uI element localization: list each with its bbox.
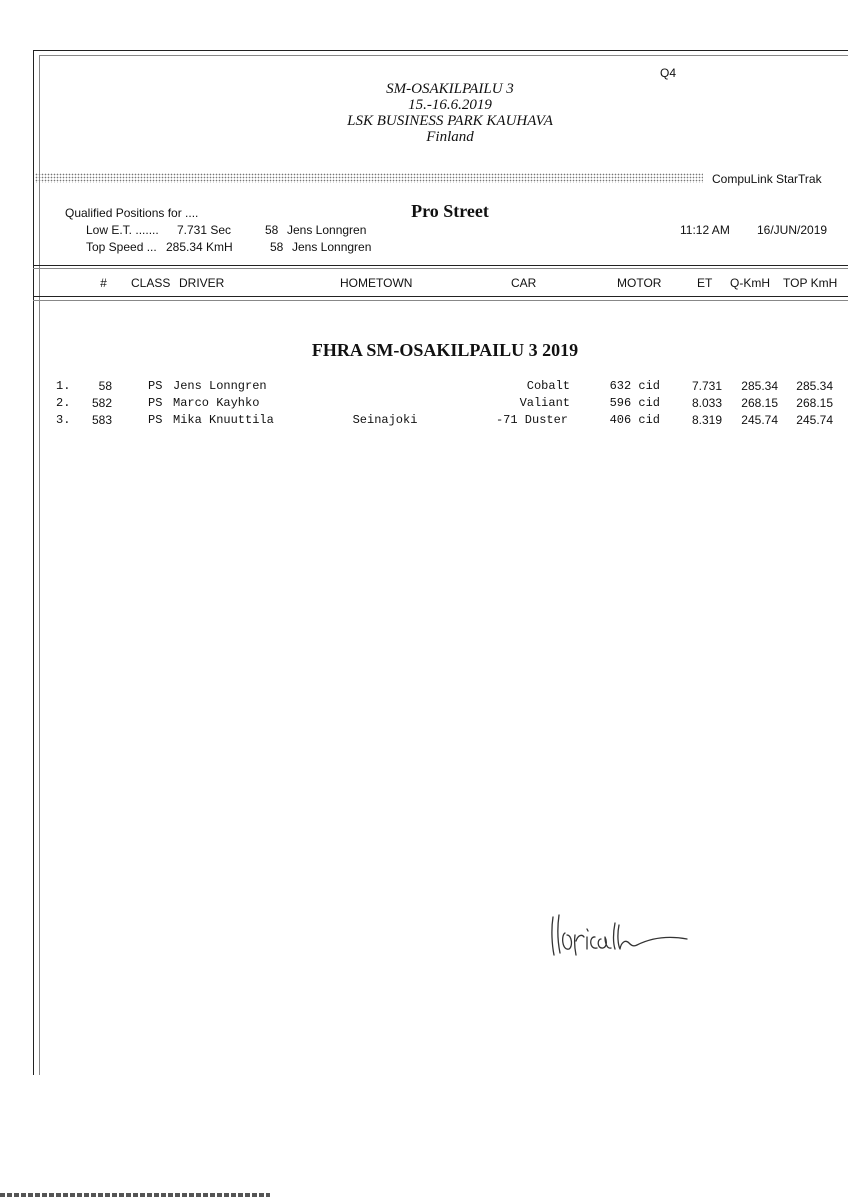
frame-border-top — [33, 50, 848, 51]
software-name: CompuLink StarTrak — [712, 172, 822, 186]
event-country: Finland — [426, 129, 474, 145]
event-dates: 15.-16.6.2019 — [408, 97, 492, 113]
report-date: 16/JUN/2019 — [757, 223, 828, 237]
header-rule-bottom — [33, 296, 848, 297]
section-title: FHRA SM-OSAKILPAILU 3 2019 — [311, 340, 579, 360]
row-topkmh: 245.74 — [796, 413, 833, 427]
row-car: Valiant — [519, 396, 570, 410]
frame-border-left — [33, 50, 34, 1075]
row-class: PS — [148, 379, 163, 393]
top-speed-label: Top Speed ... — [86, 240, 157, 254]
row-topkmh: 268.15 — [796, 396, 833, 410]
row-motor: 406 cid — [609, 413, 660, 427]
page-code: Q4 — [660, 66, 677, 80]
row-class: PS — [148, 413, 163, 427]
col-topkmh: TOP KmH — [783, 276, 838, 290]
report-time: 11:12 AM — [680, 223, 730, 237]
row-position: 1. — [56, 379, 71, 393]
row-et: 7.731 — [691, 379, 722, 393]
dotted-separator — [35, 173, 703, 183]
top-speed-car: 58 — [270, 240, 284, 254]
event-title: SM-OSAKILPAILU 3 — [386, 81, 514, 97]
qualified-heading: Qualified Positions for .... — [65, 206, 199, 220]
low-et-driver: Jens Lonngren — [287, 223, 367, 237]
low-et-value: 7.731 Sec — [177, 223, 232, 237]
col-hometown: HOMETOWN — [340, 276, 413, 290]
row-class: PS — [148, 396, 163, 410]
event-venue: LSK BUSINESS PARK KAUHAVA — [347, 113, 553, 129]
row-car: Cobalt — [526, 379, 570, 393]
col-class: CLASS — [131, 276, 171, 290]
row-number: 582 — [91, 396, 112, 410]
row-car: -71 Duster — [495, 413, 568, 427]
row-motor: 596 cid — [609, 396, 660, 410]
low-et-label: Low E.T. ....... — [86, 223, 159, 237]
row-topkmh: 285.34 — [796, 379, 833, 393]
row-qkmh: 245.74 — [741, 413, 778, 427]
col-num: # — [100, 276, 107, 290]
row-driver: Marco Kayhko — [173, 396, 260, 410]
header-rule-bottom-inner — [33, 300, 848, 301]
top-speed-value: 285.34 KmH — [166, 240, 233, 254]
row-number: 583 — [91, 413, 112, 427]
top-speed-driver: Jens Lonngren — [292, 240, 372, 254]
bottom-edge-marks — [0, 1193, 270, 1197]
row-position: 3. — [56, 413, 71, 427]
handwritten-signature — [545, 905, 695, 965]
row-qkmh: 268.15 — [741, 396, 778, 410]
low-et-car: 58 — [265, 223, 279, 237]
header-rule-top — [33, 265, 848, 266]
class-title: Pro Street — [411, 201, 489, 221]
frame-border-top-inner — [39, 55, 848, 56]
row-driver: Mika Knuuttila — [173, 413, 274, 427]
row-hometown: Seinajoki — [352, 413, 418, 427]
row-driver: Jens Lonngren — [173, 379, 267, 393]
header-rule-top-inner — [33, 268, 848, 269]
row-et: 8.319 — [691, 413, 722, 427]
row-number: 58 — [98, 379, 112, 393]
col-qkmh: Q-KmH — [730, 276, 770, 290]
row-et: 8.033 — [691, 396, 722, 410]
row-motor: 632 cid — [609, 379, 660, 393]
col-motor: MOTOR — [617, 276, 662, 290]
frame-border-left-inner — [39, 55, 40, 1075]
row-position: 2. — [56, 396, 71, 410]
col-et: ET — [697, 276, 713, 290]
col-driver: DRIVER — [179, 276, 225, 290]
row-qkmh: 285.34 — [741, 379, 778, 393]
col-car: CAR — [511, 276, 537, 290]
